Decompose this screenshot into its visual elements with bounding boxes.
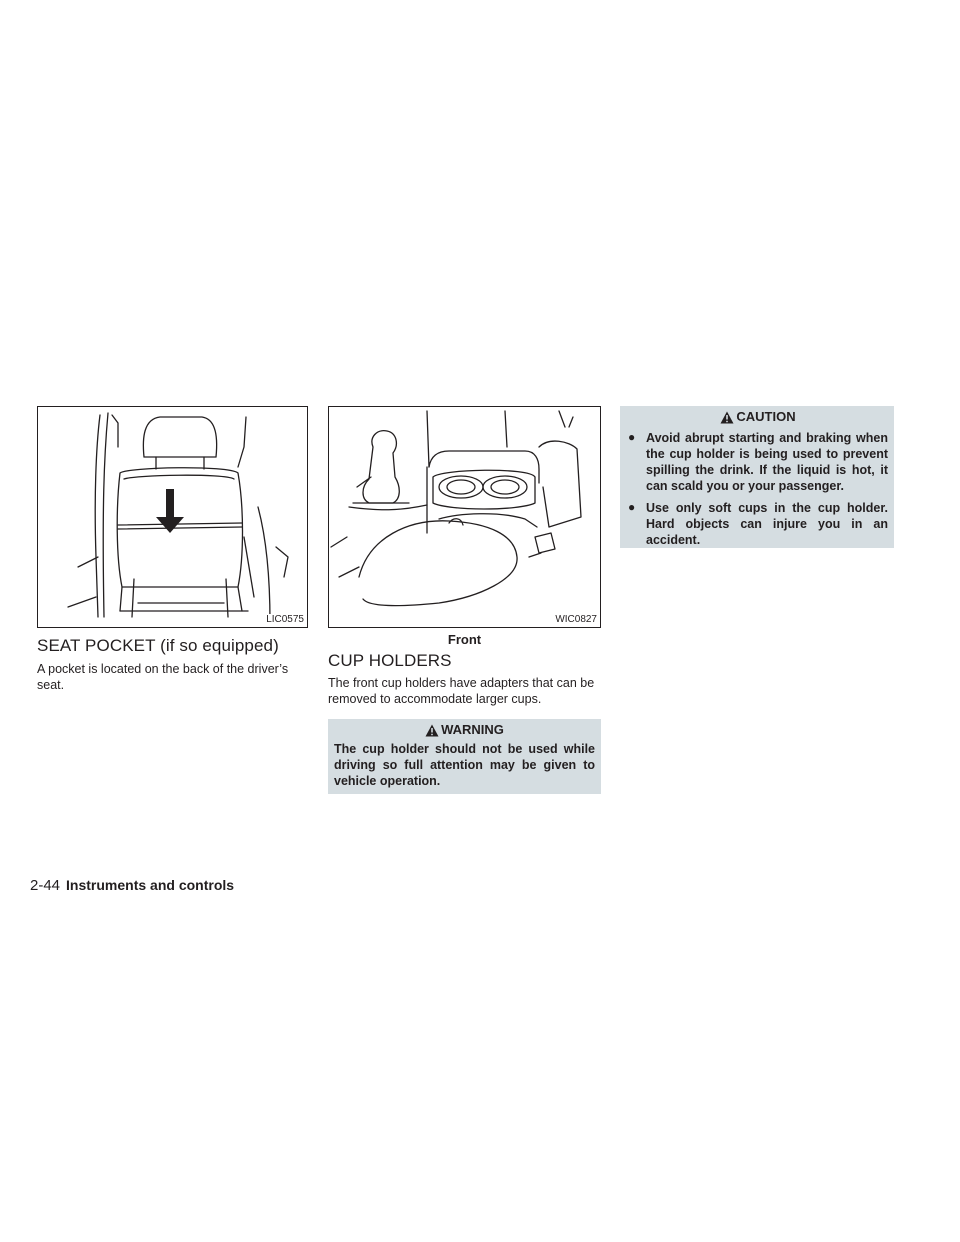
- cup-holder-illustration: [329, 407, 600, 627]
- warning-triangle-icon: [425, 724, 439, 737]
- warning-title: WARNING: [441, 722, 504, 737]
- caution-title: CAUTION: [736, 409, 796, 424]
- figure-code: WIC0827: [555, 614, 597, 625]
- section-title-cup-holders: CUP HOLDERS: [328, 651, 452, 670]
- warning-triangle-icon: [720, 411, 734, 424]
- bullet-icon: ●: [628, 430, 636, 444]
- caution-title-row: [628, 406, 888, 428]
- figure-seat-pocket: [37, 406, 308, 628]
- warning-title-row: [334, 719, 595, 741]
- section-title-seat-pocket: SEAT POCKET (if so equipped): [37, 636, 279, 655]
- figure-caption-front: Front: [447, 632, 482, 647]
- seat-back-illustration: [38, 407, 307, 627]
- caution-box: [620, 406, 894, 548]
- section-name: Instruments and controls: [66, 877, 235, 893]
- caution-item: [628, 500, 888, 548]
- warning-box: [328, 719, 601, 794]
- cup-holders-body: The front cup holders have adapters that can be removed to accommodate larger cups.: [328, 676, 595, 706]
- figure-code: LIC0575: [266, 614, 304, 625]
- seat-pocket-body: A pocket is located on the back of the driver’s seat.: [37, 662, 289, 692]
- figure-cup-holders: [328, 406, 601, 628]
- bullet-icon: ●: [628, 500, 636, 514]
- warning-text: The cup holder should not be used while driving so full attention may be given to vehicle operation.: [334, 742, 595, 788]
- page-footer: [30, 877, 234, 894]
- caution-item: [628, 430, 888, 494]
- caution-item-text: Avoid abrupt starting and braking when the cup holder is being used to prevent spilling the drink. If the liquid is hot, it can scald you or your passenger.: [646, 431, 888, 493]
- caution-item-text: Use only soft cups in the cup holder. Hard objects can injure you in an accident.: [646, 501, 888, 547]
- page-number: 2-44: [30, 877, 61, 894]
